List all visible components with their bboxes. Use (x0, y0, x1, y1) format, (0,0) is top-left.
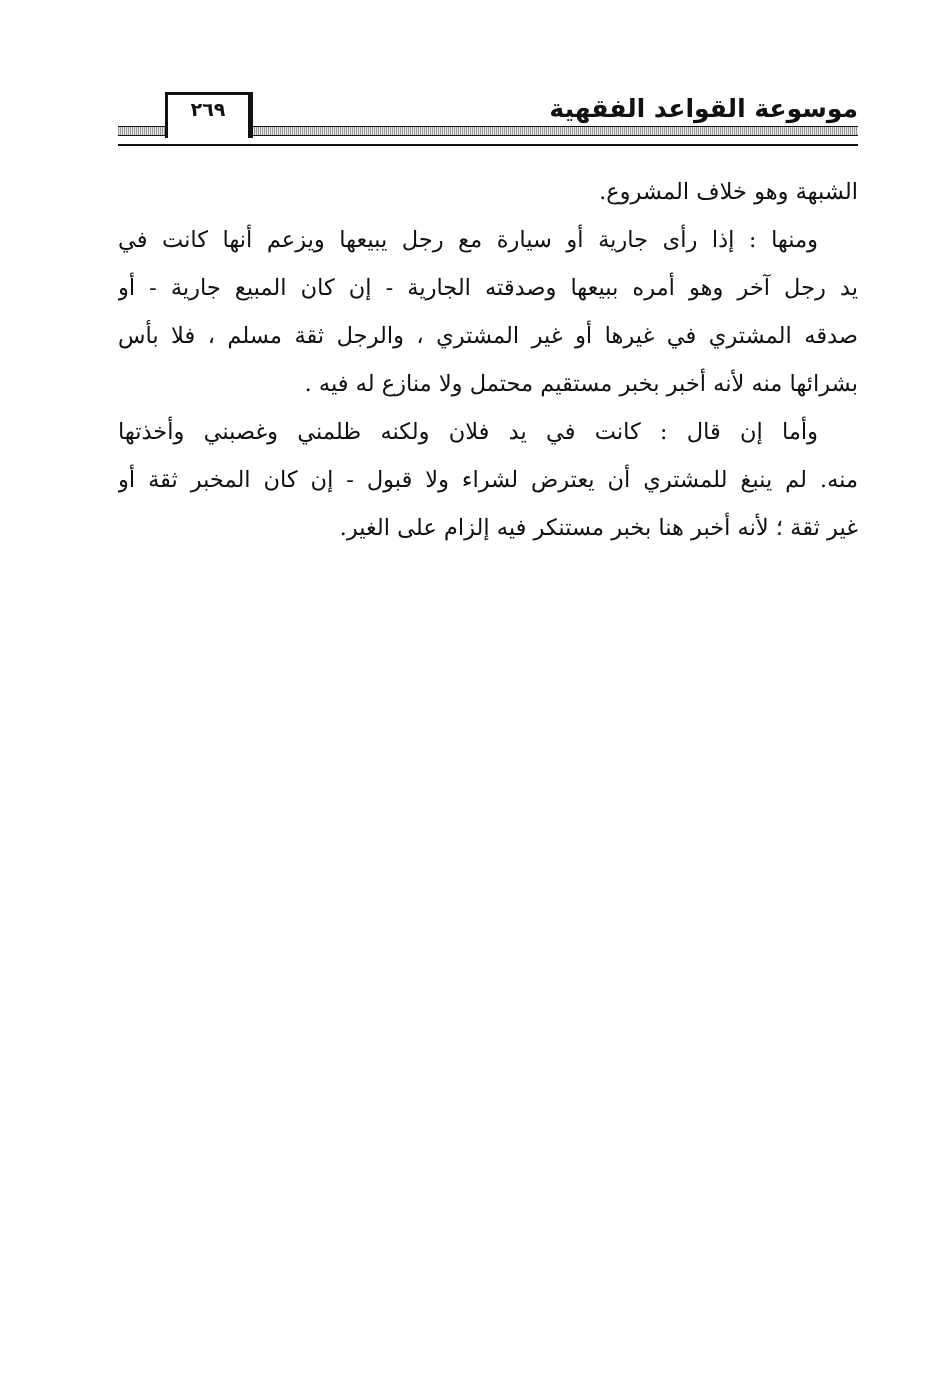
text-line-7: منه. لم ينبغ للمشتري أن يعترض لشراء ولا قبول - إن كان المخبر ثقة أو (118, 467, 858, 493)
header-rule (118, 144, 858, 146)
body-text (118, 168, 858, 552)
text-line-6: وأما إن قال : كانت في يد فلان ولكنه ظلمني وغصبني وأخذتها (118, 419, 818, 445)
text-line-4: صدقه المشتري في غيرها أو غير المشتري ، والرجل ثقة مسلم ، فلا بأس (118, 323, 858, 349)
text-line-5: بشرائها منه لأنه أخبر بخبر مستقيم محتمل ولا منازع له فيه . (304, 371, 858, 397)
book-title: موسوعة القواعد الفقهية (549, 94, 858, 123)
page-number: ٢٦٩ (190, 99, 226, 121)
text-line-3: يد رجل آخر وهو أمره ببيعها وصدقته الجارية - إن كان المبيع جارية - أو (118, 275, 858, 301)
page-number-box (165, 92, 253, 138)
page-header (118, 88, 858, 150)
text-line-1: الشبهة وهو خلاف المشروع. (599, 179, 858, 205)
text-line-2: ومنها : إذا رأى جارية أو سيارة مع رجل يبيعها ويزعم أنها كانت في (118, 227, 818, 253)
text-line-8: غير ثقة ؛ لأنه أخبر هنا بخبر مستنكر فيه إلزام على الغير. (339, 515, 858, 541)
